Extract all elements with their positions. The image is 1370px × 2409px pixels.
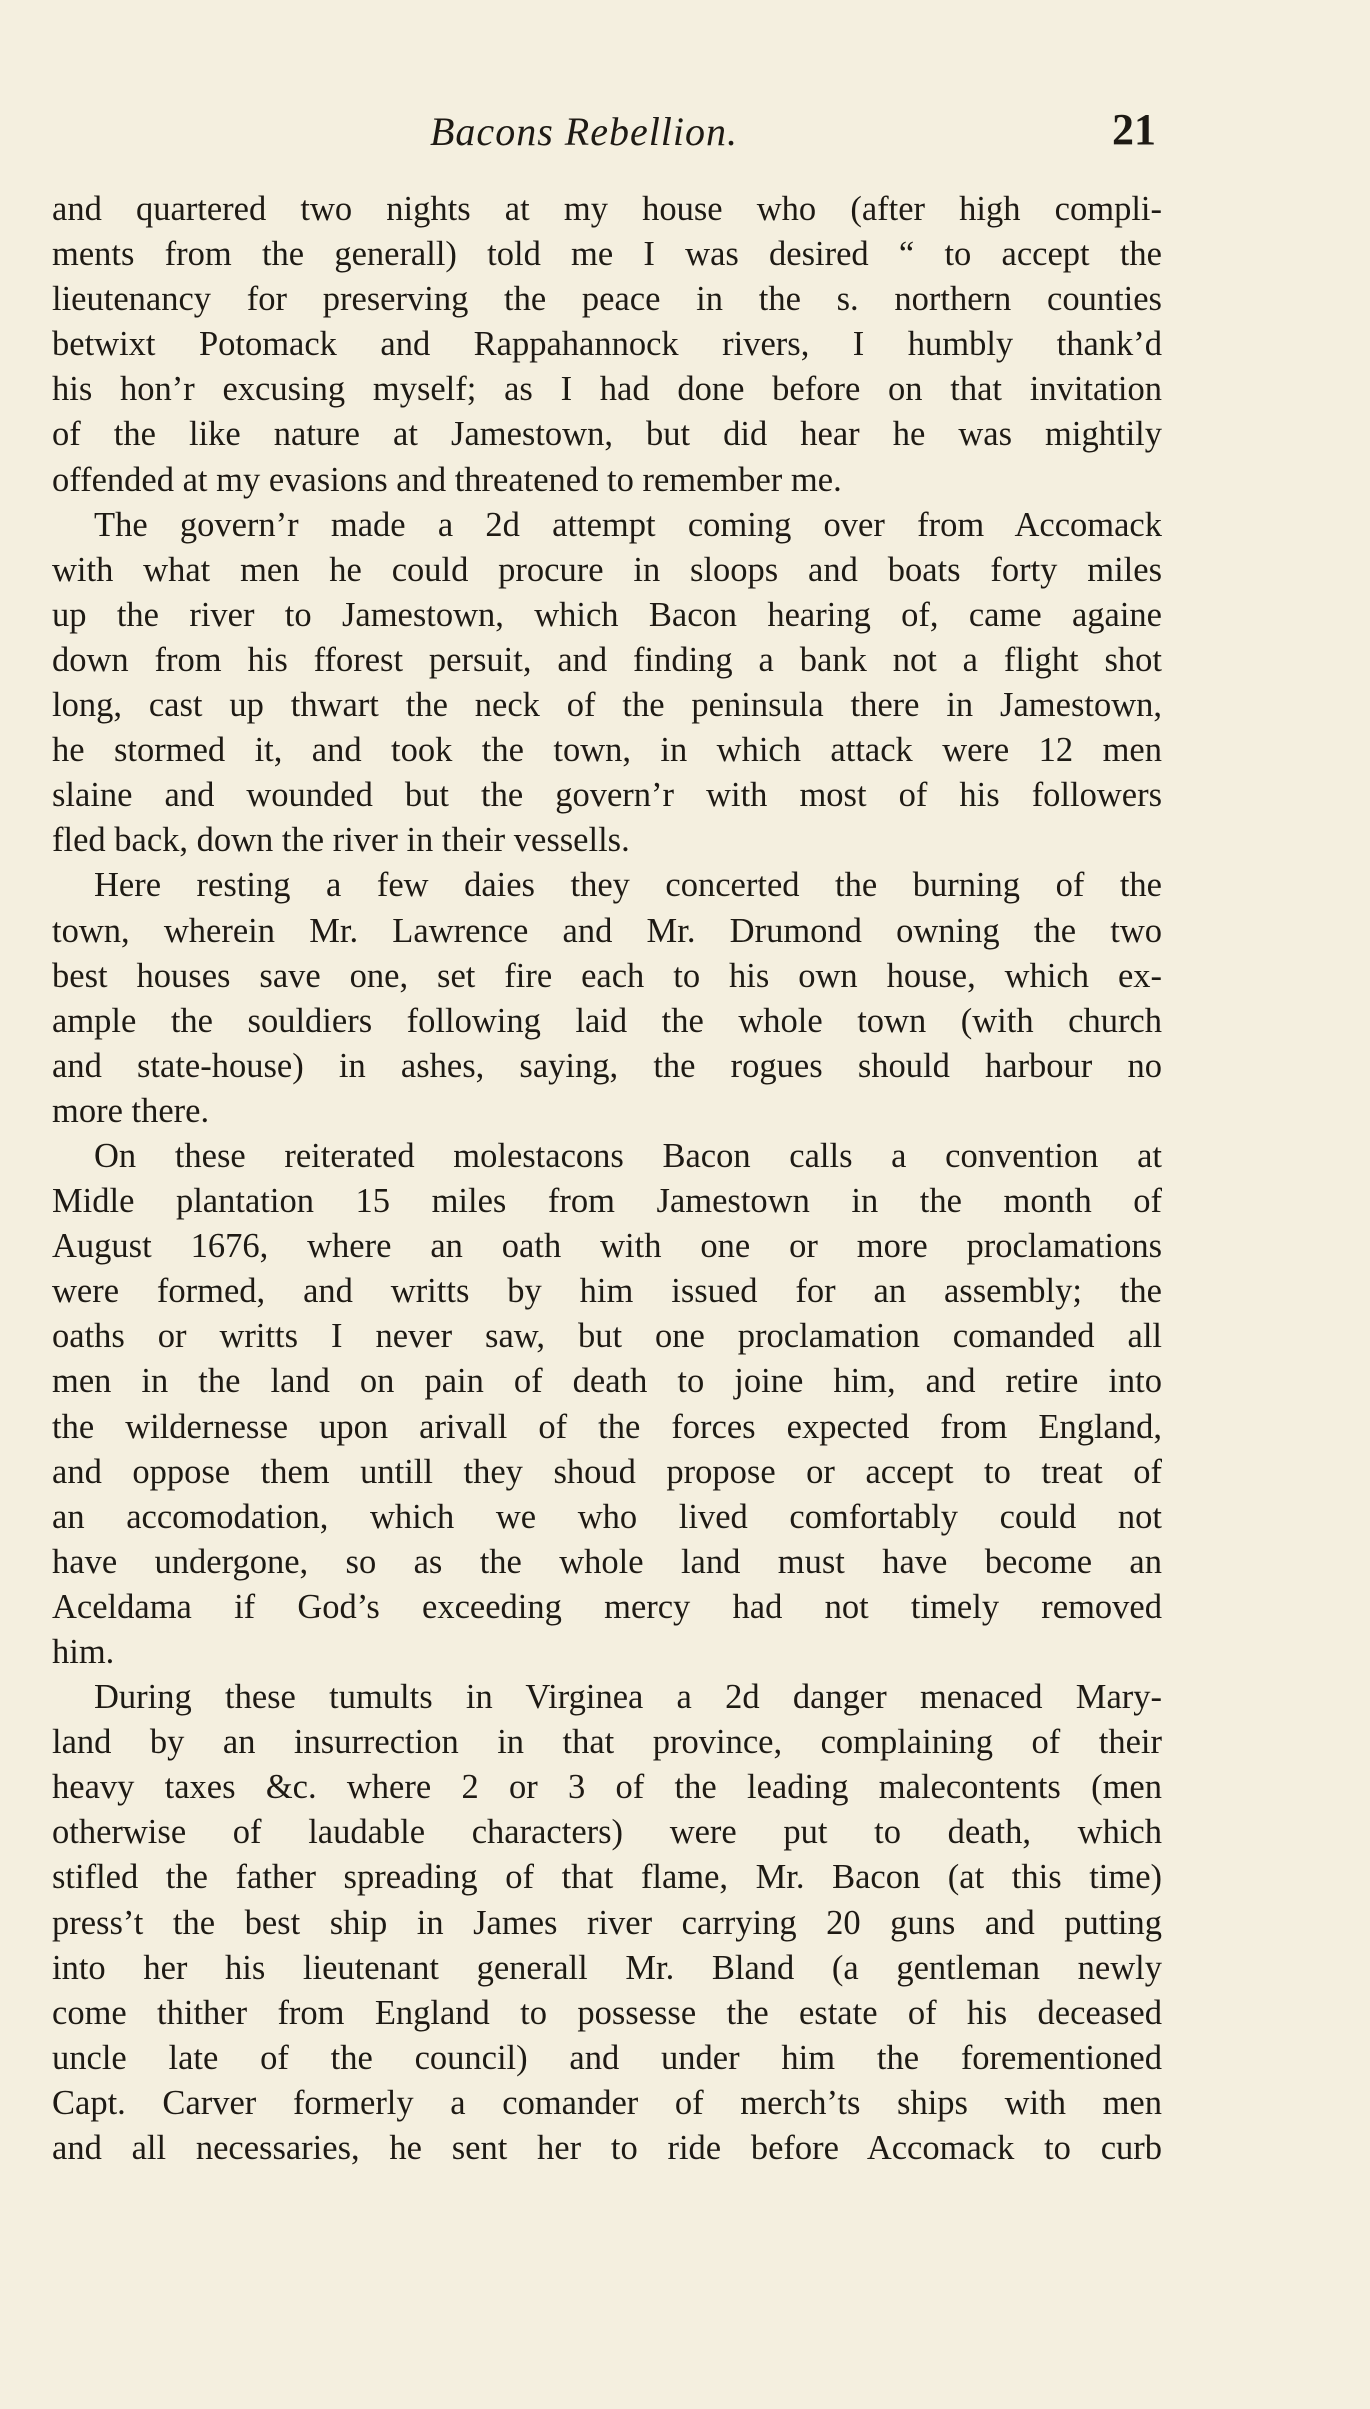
text-line: him. [52, 1633, 115, 1671]
text-line: press’t the best ship in James river carrying 20 guns and putting [52, 1903, 1162, 1942]
text-line: were formed, and writts by him issued for an assembly; the [52, 1272, 1162, 1311]
text-line: an accomodation, which we who lived comfortably could not [52, 1497, 1162, 1536]
text-line: into her his lieutenant generall Mr. Bland (a gentleman newly [52, 1948, 1162, 1987]
text-line: his hon’r excusing myself; as I had done before on that invitation [52, 370, 1162, 409]
text-line: Aceldama if God’s exceeding mercy had not timely removed [52, 1587, 1162, 1626]
paragraph [52, 863, 1162, 1134]
running-title: Bacons Rebellion. [430, 109, 739, 154]
text-line: offended at my evasions and threatened to remember me. [52, 460, 842, 499]
text-line: Midle plantation 15 miles from Jamestown in the month of [52, 1182, 1162, 1221]
text-line: up the river to Jamestown, which Bacon hearing of, came againe [52, 595, 1162, 634]
text-line: best houses save one, set fire each to his own house, which ex- [52, 956, 1162, 995]
text-line: down from his fforest persuit, and finding a bank not a flight shot [52, 640, 1162, 679]
text-line: the wildernesse upon arivall of the forces expected from England, [52, 1407, 1162, 1446]
text-line: fled back, down the river in their vessells. [52, 821, 630, 860]
text-line: uncle late of the council) and under him the forementioned [52, 2038, 1162, 2077]
text-line: come thither from England to possesse the estate of his deceased [52, 1993, 1162, 2032]
text-line: town, wherein Mr. Lawrence and Mr. Drumond owning the two [52, 911, 1162, 950]
text-line: and oppose them untill they shoud propose or accept to treat of [52, 1452, 1162, 1491]
text-line: August 1676, where an oath with one or more proclamations [52, 1227, 1162, 1266]
text-line: ample the souldiers following laid the whole town (with church [52, 1001, 1162, 1040]
text-line: have undergone, so as the whole land must have become an [52, 1542, 1162, 1581]
text-line: and quartered two nights at my house who (after high compli- [52, 190, 1162, 228]
text-line: more there. [52, 1091, 210, 1130]
text-line: and state-house) in ashes, saying, the rogues should harbour no [52, 1046, 1162, 1085]
text-line: long, cast up thwart the neck of the peninsula there in Jamestown, [52, 686, 1162, 725]
text-line: and all necessaries, he sent her to ride before Accomack to curb [52, 2129, 1162, 2168]
text-line: During these tumults in Virginea a 2d danger menaced Mary- [94, 1678, 1162, 1717]
text-line: Here resting a few daies they concerted the burning of the [94, 866, 1162, 905]
text-line: betwixt Potomack and Rappahannock rivers, I humbly thank’d [52, 325, 1162, 364]
paragraph [52, 503, 1162, 864]
text-line: with what men he could procure in sloops and boats forty miles [52, 550, 1162, 589]
text-line: ments from the generall) told me I was desired “ to accept the [52, 235, 1162, 274]
text-line: slaine and wounded but the govern’r with most of his followers [52, 776, 1162, 815]
text-line: he stormed it, and took the town, in which attack were 12 men [52, 731, 1162, 770]
text-line: Capt. Carver formerly a comander of merch’ts ships with men [52, 2083, 1162, 2122]
running-head [0, 100, 1370, 160]
text-line: of the like nature at Jamestown, but did hear he was mightily [52, 415, 1162, 454]
text-line: oaths or writts I never saw, but one proclamation comanded all [52, 1317, 1162, 1356]
text-line: otherwise of laudable characters) were put to death, which [52, 1813, 1162, 1852]
paragraph [52, 1134, 1162, 1675]
text-line: lieutenancy for preserving the peace in the s. northern counties [52, 280, 1162, 319]
text-line: men in the land on pain of death to joine him, and retire into [52, 1362, 1162, 1401]
body-text [52, 187, 1162, 2171]
text-line: stifled the father spreading of that flame, Mr. Bacon (at this time) [52, 1858, 1162, 1897]
text-line: land by an insurrection in that province, complaining of their [52, 1723, 1162, 1762]
text-line: heavy taxes &c. where 2 or 3 of the leading malecontents (men [52, 1768, 1162, 1807]
paragraph [52, 1675, 1162, 2171]
paragraph [52, 187, 1162, 503]
text-line: The govern’r made a 2d attempt coming over from Accomack [94, 505, 1162, 544]
text-line: On these reiterated molestacons Bacon calls a convention at [94, 1136, 1162, 1175]
page-number: 21 [1112, 105, 1156, 154]
